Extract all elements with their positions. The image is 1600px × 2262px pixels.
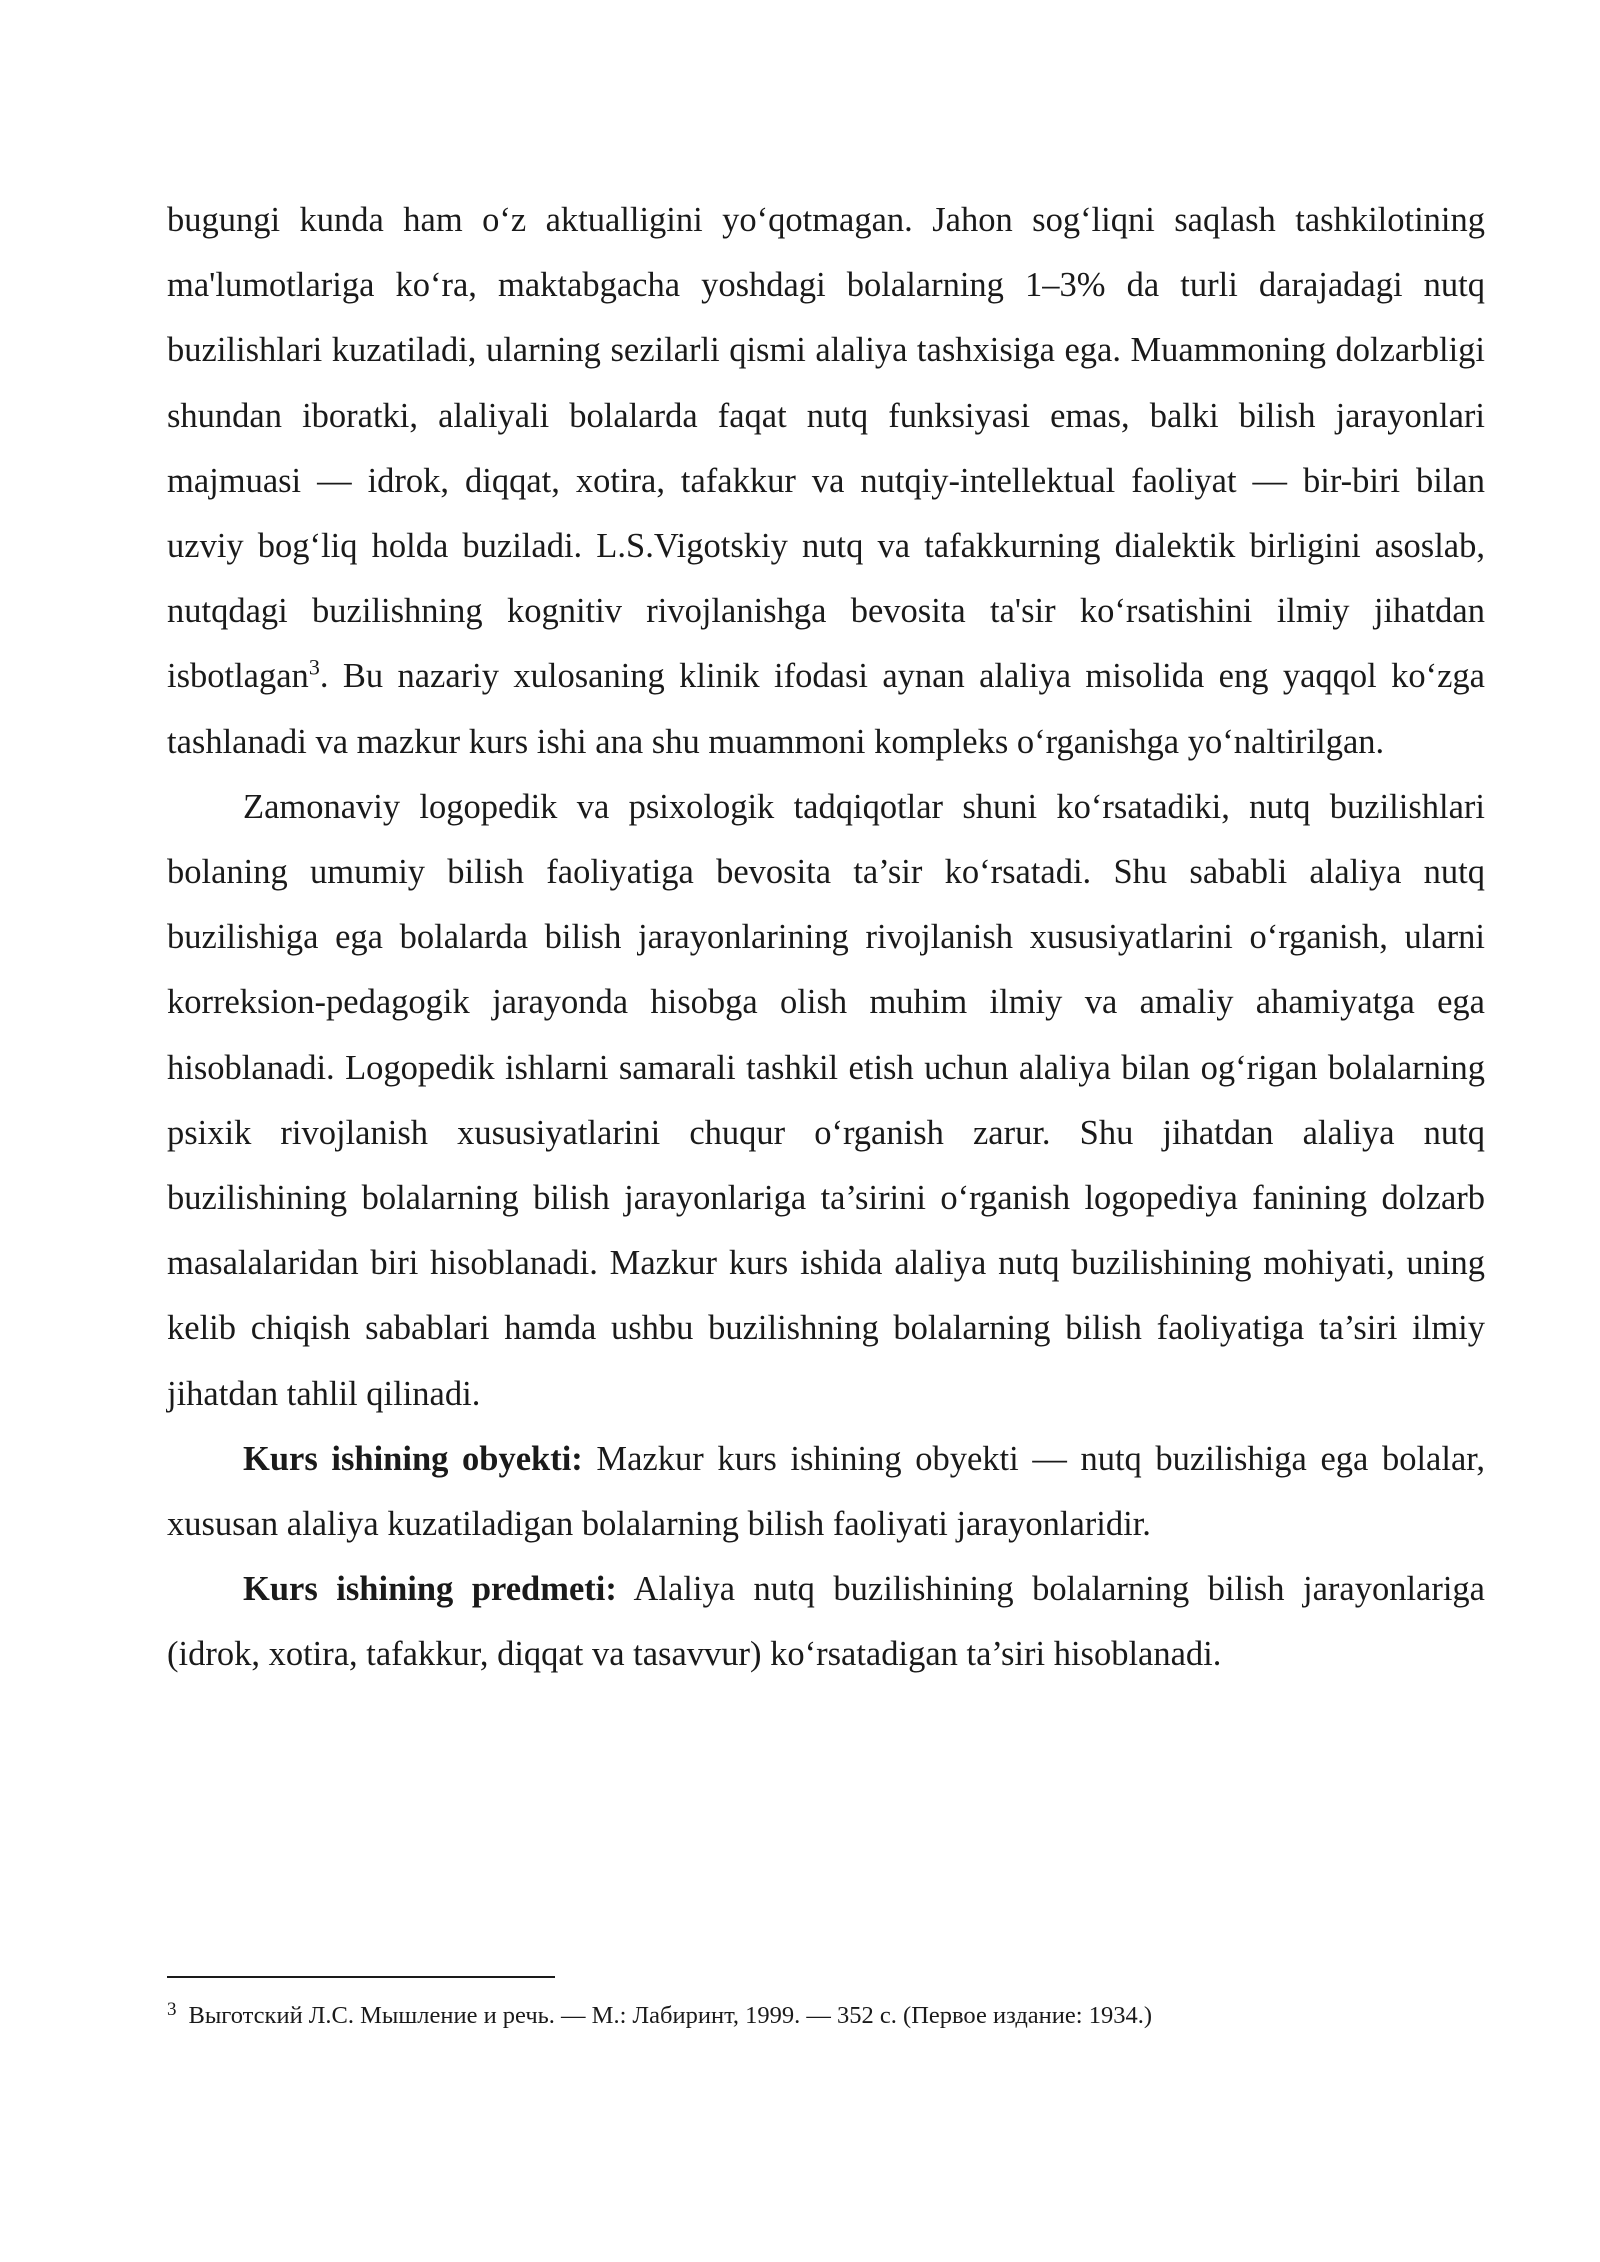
paragraph-text: Alaliya nutq buzilishining bolalarning bilish jarayonlariga (idrok, xotira, tafakkur, diqqat va tasavvur) ko‘rsatadigan ta’siri hisoblanadi. [167, 1570, 1485, 1674]
footnote-separator [167, 1976, 555, 1978]
paragraph-text: bugungi kunda ham o‘z aktualligini yo‘qotmagan. Jahon sog‘liqni saqlash tashkilotining ma'lumotlariga ko‘ra, maktabgacha yoshdagi bolalarning 1–3% da turli darajadagi nutq buzilishlari kuzatiladi, ularning sezilarli qismi alaliya tashxisiga ega. Muammoning dolzarbligi shundan iboratki, alaliyali bolalarda faqat nutq funksiyasi emas, balki bilish jarayonlari majmuasi — idrok, diqqat, xotira, tafakkur va nutqiy-intellektual faoliyat — bir-biri bilan uzviy bog‘liq holda buziladi. L.S.Vigotskiy nutq va tafakkurning dialektik birligini asoslab, nutqdagi buzilishning kognitiv rivojlanishga bevosita ta'sir ko‘rsatishini ilmiy jihatdan isbotlagan [167, 201, 1485, 696]
footnote-reference[interactable]: 3 [308, 654, 320, 680]
footnote-marker: 3 [167, 1999, 177, 2020]
subject-heading: Kurs ishining predmeti: [243, 1570, 617, 1609]
body-text [167, 188, 1485, 1688]
paragraph-intro-continuation [167, 188, 1485, 775]
paragraph-research-object [167, 1427, 1485, 1557]
paragraph-research-subject [167, 1557, 1485, 1687]
paragraph-text: Mazkur kurs ishining obyekti — nutq buzilishiga ega bolalar, xususan alaliya kuzatiladigan bolalarning bilish faoliyati jarayonlaridir. [167, 1439, 1485, 1544]
footnote [167, 1998, 1485, 2034]
paragraph-research-relevance [167, 775, 1485, 1427]
footnote-text: Выготский Л.С. Мышление и речь. — М.: Лабиринт, 1999. — 352 с. (Первое издание: 1934.) [188, 2002, 1152, 2029]
object-heading: Kurs ishining obyekti: [243, 1439, 583, 1478]
paragraph-text: Zamonaviy logopedik va psixologik tadqiqotlar shuni ko‘rsatadiki, nutq buzilishlari bolaning umumiy bilish faoliyatiga bevosita ta’sir ko‘rsatadi. Shu sababli alaliya nutq buzilishiga ega bolalarda bilish jarayonlarining rivojlanish xususiyatlarini o‘rganish, ularni korreksion-pedagogik jarayonda hisobga olish muhim ilmiy va amaliy ahamiyatga ega hisoblanadi. Logopedik ishlarni samarali tashkil etish uchun alaliya bilan og‘rigan bolalarning psixik rivojlanish xususiyatlarini chuqur o‘rganish zarur. Shu jihatdan alaliya nutq buzilishining bolalarning bilish jarayonlariga ta’sirini o‘rganish logopediya fanining dolzarb masalalaridan biri hisoblanadi. Mazkur kurs ishida alaliya nutq buzilishining mohiyati, uning kelib chiqish sabablari hamda ushbu buzilishning bolalarning bilish faoliyatiga ta’siri ilmiy jihatdan tahlil qilinadi. [167, 787, 1485, 1413]
paragraph-text: . Bu nazariy xulosaning klinik ifodasi aynan alaliya misolida eng yaqqol ko‘zga tashlanadi va mazkur kurs ishi ana shu muammoni kompleks o‘rganishga yo‘naltirilgan. [167, 657, 1485, 761]
